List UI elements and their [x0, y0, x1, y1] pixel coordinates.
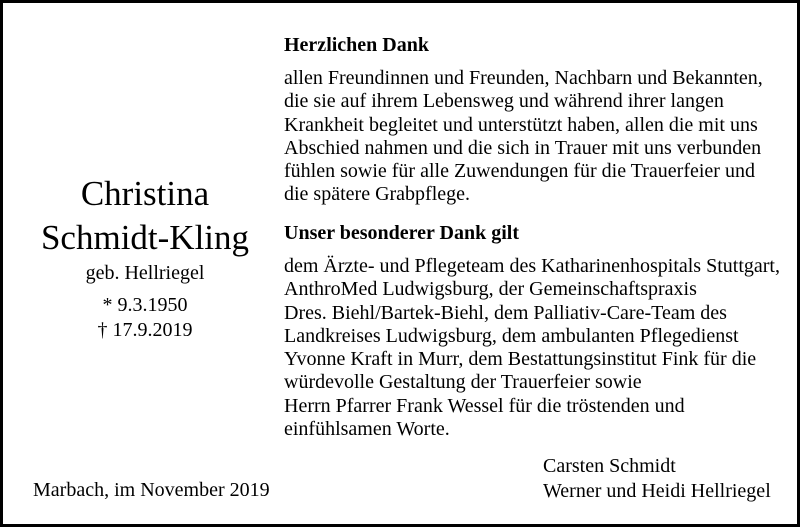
signer-name: Carsten Schmidt: [543, 455, 676, 477]
special-thanks-line: AnthroMed Ludwigsburg, der Gemeinschaftspraxis: [284, 278, 697, 301]
life-dates: [25, 293, 265, 343]
thanks-line: die spätere Grabpflege.: [284, 183, 471, 206]
deceased-first-name: Christina: [80, 174, 210, 213]
signer-name: Werner und Heidi Hellriegel: [543, 479, 771, 502]
birth-date: * 9.3.1950: [102, 294, 188, 316]
special-thanks-line: Herrn Pfarrer Frank Wessel für die tröstenden und: [284, 394, 685, 417]
special-thanks-line: Landkreises Ludwigsburg, dem ambulanten Pflegedienst: [284, 324, 739, 347]
death-date: † 17.9.2019: [97, 319, 193, 341]
special-thanks-line: einfühlsamen Worte.: [284, 418, 450, 441]
thanks-paragraph: [284, 67, 794, 207]
special-thanks-line: würdevolle Gestaltung der Trauerfeier sowie: [284, 371, 642, 394]
deceased-last-name: Schmidt-Kling: [40, 218, 250, 257]
special-thanks-line: Yvonne Kraft in Murr, dem Bestattungsinstitut Fink für die: [284, 348, 757, 371]
place-date: Marbach, im November 2019: [33, 479, 270, 501]
thanks-line: fühlen sowie für alle Zuwendungen für die Trauerfeier und: [284, 160, 755, 183]
signers: [543, 454, 771, 503]
special-thanks-paragraph: [284, 255, 794, 441]
thanks-heading: Herzlichen Dank: [284, 34, 429, 56]
thanks-line: Abschied nahmen und die sich in Trauer mit uns verbunden: [284, 136, 762, 159]
special-thanks-heading: Unser besonderer Dank gilt: [284, 222, 520, 244]
thanks-line: die sie auf ihrem Lebensweg und während ihrer langen: [284, 90, 724, 113]
thanks-line: allen Freundinnen und Freunden, Nachbarn und Bekannten,: [284, 67, 763, 89]
birth-name: geb. Hellriegel: [85, 262, 205, 284]
special-thanks-line: Dres. Biehl/Bartek-Biehl, dem Palliativ-Care-Team des: [284, 301, 727, 324]
special-thanks-line: dem Ärzte- und Pflegeteam des Katharinenhospitals Stuttgart,: [284, 255, 780, 277]
thanks-line: Krankheit begleitet und unterstützt haben, allen die mit uns: [284, 113, 758, 136]
